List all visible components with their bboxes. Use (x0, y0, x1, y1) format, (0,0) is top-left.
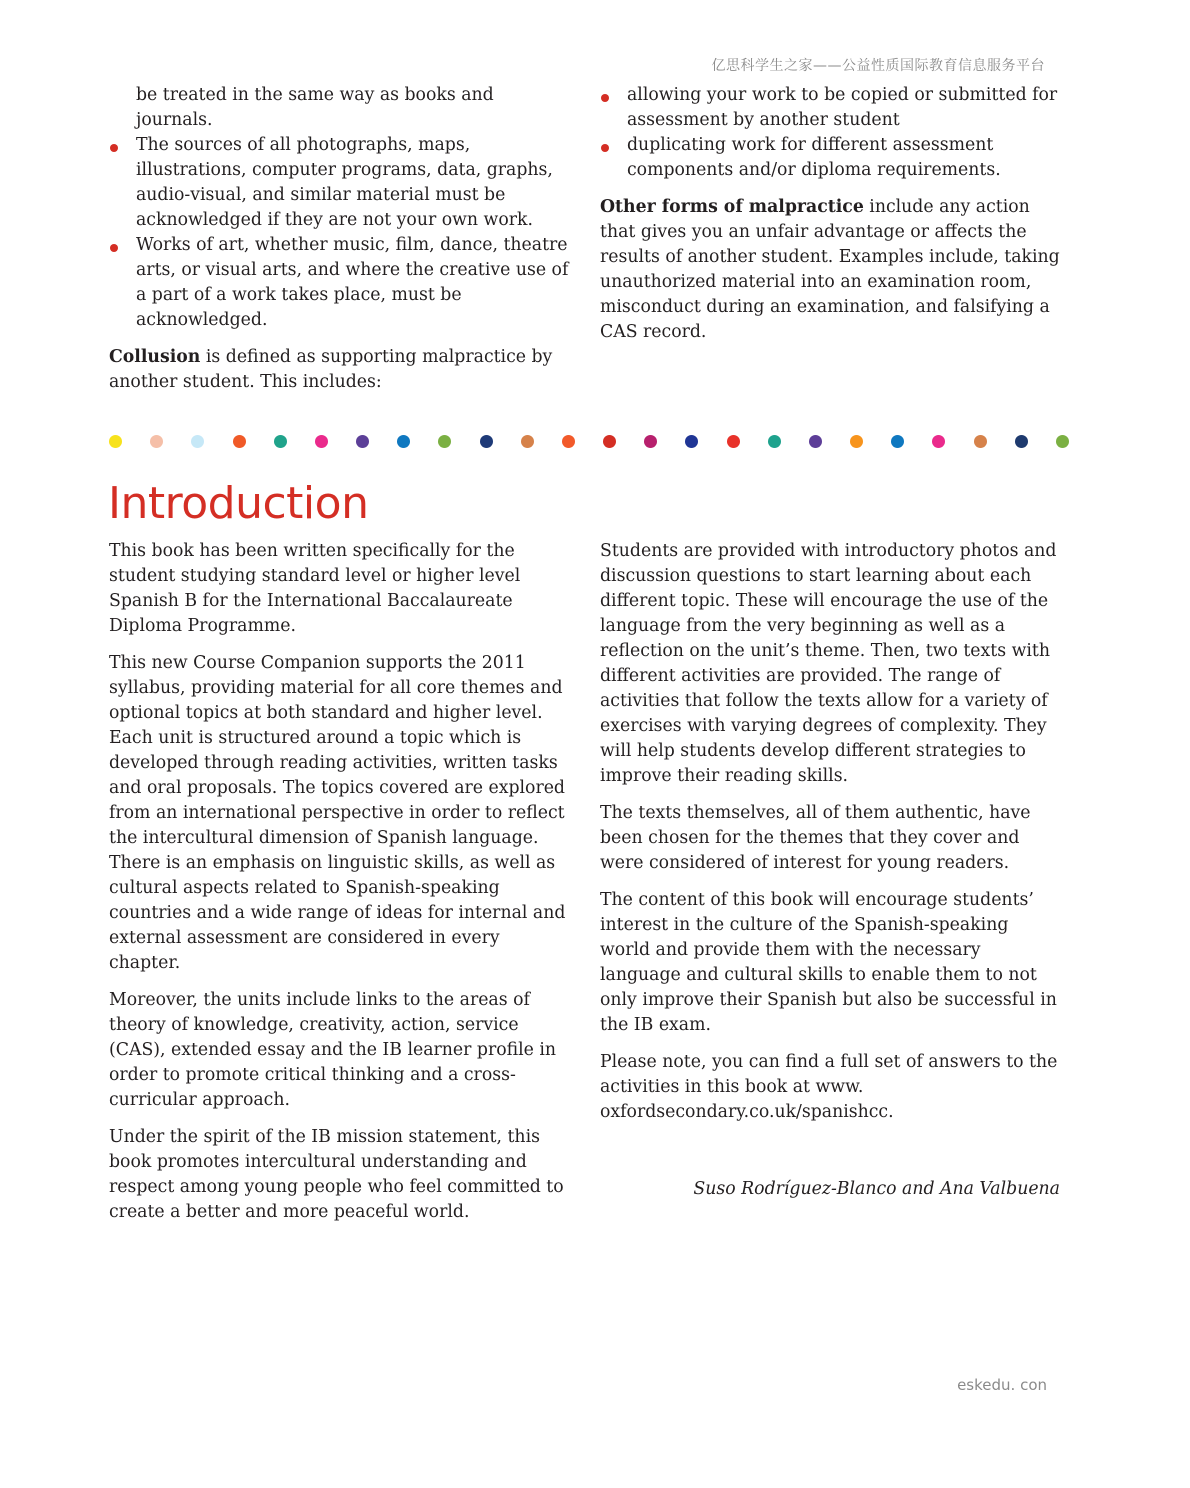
divider-dot (438, 435, 451, 448)
colored-dots-divider (109, 435, 1069, 448)
divider-dot (315, 435, 328, 448)
divider-dot (768, 435, 781, 448)
bullet-icon (601, 144, 609, 152)
intro-right-column (600, 539, 1060, 1214)
divider-dot (356, 435, 369, 448)
paragraph: The content of this book will encourage students’ interest in the culture of the Spanish-speaking world and provide them with the necessary language and cultural skills to enable them to not only improve their Spanish but also be successful in the IB exam. (600, 890, 1057, 1035)
divider-dot (1056, 435, 1069, 448)
divider-dot (850, 435, 863, 448)
divider-dot (274, 435, 287, 448)
list-item: allowing your work to be copied or submitted for assessment by another student (600, 83, 1060, 133)
list-item: Works of art, whether music, film, dance, theatre arts, or visual arts, and where the creative use of a part of a work takes place, must be acknowledged. (109, 233, 569, 333)
bullet-icon (601, 94, 609, 102)
bullet-icon (110, 144, 118, 152)
bullet-icon (110, 244, 118, 252)
paragraph: Students are provided with introductory photos and discussion questions to start learning about each different topic. These will encourage the use of the language from the very beginning as well as a reflection on the unit’s theme. Then, two texts with different activities are provided. The range of activities that follow the texts allow for a variety of exercises with varying degrees of complexity. They will help students develop different strategies to improve their reading skills. (600, 541, 1057, 786)
divider-dot (685, 435, 698, 448)
paragraph: The texts themselves, all of them authentic, have been chosen for the themes that they cover and were considered of interest for young readers. (600, 803, 1031, 873)
divider-dot (974, 435, 987, 448)
divider-dot (480, 435, 493, 448)
intro-left-column (109, 539, 569, 1237)
divider-dot (644, 435, 657, 448)
divider-dot (1015, 435, 1028, 448)
divider-dot (397, 435, 410, 448)
malpractice-paragraph: Other forms of malpractice include any action that gives you an unfair advantage or affects the results of another student. Examples include, taking unauthorized material into an examination room, misconduct during an examination, and falsifying a CAS record. (600, 197, 1060, 342)
divider-dot (727, 435, 740, 448)
divider-dot (233, 435, 246, 448)
divider-dot (603, 435, 616, 448)
continuation-text: be treated in the same way as books and journals. (136, 85, 494, 130)
paragraph: This book has been written specifically for the student studying standard level or higher level Spanish B for the International Baccalaureate Diploma Programme. (109, 541, 521, 636)
divider-dot (521, 435, 534, 448)
top-left-column (109, 83, 569, 407)
divider-dot (891, 435, 904, 448)
list-item: The sources of all photographs, maps, illustrations, computer programs, data, graphs, audio-visual, and similar material must be acknowledged if they are not your own work. (109, 133, 569, 233)
paragraph: Please note, you can find a full set of answers to the activities in this book at www. oxfordsecondary.co.uk/spanishcc. (600, 1052, 1058, 1122)
divider-dot (562, 435, 575, 448)
divider-dot (150, 435, 163, 448)
divider-dot (109, 435, 122, 448)
collusion-paragraph: Collusion is defined as supporting malpractice by another student. This includes: (109, 347, 553, 392)
collusion-term: Collusion (109, 347, 201, 367)
paragraph: This new Course Companion supports the 2011 syllabus, providing material for all core themes and optional topics at both standard and higher level. Each unit is structured around a topic which is developed through reading activities, written tasks and oral proposals. The topics covered are explored from an international perspective in order to reflect the intercultural dimension of Spanish language. There is an emphasis on linguistic skills, as well as cultural aspects related to Spanish-speaking countries and a wide range of ideas for internal and external assessment are considered in every chapter. (109, 653, 566, 973)
malpractice-term: Other forms of malpractice (600, 197, 864, 217)
divider-dot (932, 435, 945, 448)
bullet-list (600, 83, 1060, 183)
paragraph: Under the spirit of the IB mission statement, this book promotes intercultural understanding and respect among young people who feel committed to create a better and more peaceful world. (109, 1127, 564, 1222)
author-signature: Suso Rodríguez-Blanco and Ana Valbuena (693, 1179, 1060, 1199)
list-item: duplicating work for different assessment components and/or diploma requirements. (600, 133, 1060, 183)
paragraph: Moreover, the units include links to the areas of theory of knowledge, creativity, action, service (CAS), extended essay and the IB learner profile in order to promote critical thinking and a cross-curricular approach. (109, 990, 557, 1110)
bullet-list (109, 133, 569, 333)
watermark-footer: eskedu. con (957, 1376, 1047, 1394)
divider-dot (809, 435, 822, 448)
watermark-header: 亿思科学生之家——公益性质国际教育信息服务平台 (711, 58, 1045, 74)
page-title: Introduction (108, 478, 369, 529)
top-right-column (600, 83, 1060, 357)
divider-dot (191, 435, 204, 448)
